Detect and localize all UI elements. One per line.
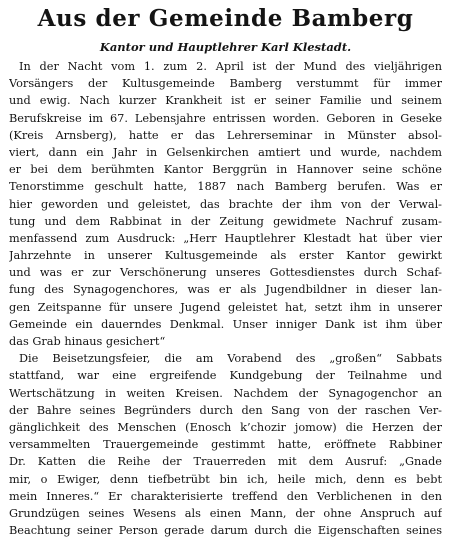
text-line: fung des Synagogenchores, was er als Jugendbildner in dieser lan- [9, 283, 442, 297]
text-line: hier geworden und geleistet, das brachte der ihm von der Verwal- [9, 197, 442, 211]
article-title: Aus der Gemeinde Bamberg [37, 5, 414, 32]
text-line: und ewig. Nach kurzer Krankheit ist er seiner Familie und seinem [9, 94, 442, 108]
text-line: Vorsängers der Kultusgemeinde Bamberg verstummt für immer [9, 77, 442, 91]
text-line: gänglichkeit des Menschen (Enosch k’chozir jomow) die Herzen der [9, 420, 442, 434]
text-line: Jahrzehnte in unserer Kultusgemeinde als erster Kantor gewirkt [9, 249, 442, 263]
text-line: und was er zur Verschönerung unseres Gottesdienstes durch Schaf- [9, 266, 442, 280]
paragraph-1 [9, 58, 442, 350]
paragraph-2 [9, 350, 442, 539]
text-line: Beachtung seiner Person gerade darum durch die Eigenschaften seines [9, 524, 442, 538]
text-line: Dr. Katten die Reihe der Trauerreden mit dem Ausruf: „Gnade [9, 455, 442, 469]
text-line: gen Zeitspanne für unsere Jugend geleistet hat, setzt ihm in unserer [9, 300, 442, 314]
text-line: (Kreis Arnsberg), hatte er das Lehrerseminar in Münster absol- [9, 128, 442, 142]
text-line: In der Nacht vom 1. zum 2. April ist der Mund des vieljährigen [19, 60, 442, 73]
text-line: Die Beisetzungsfeier, die am Vorabend des „großen“ Sabbats [19, 352, 442, 366]
text-line: tung und dem Rabbinat in der Zeitung gewidmete Nachruf zusam- [9, 214, 442, 228]
text-line: Gemeinde ein dauerndes Denkmal. Unser inniger Dank ist ihm über [9, 317, 442, 331]
text-line: menfassend zum Ausdruck: „Herr Hauptlehrer Klestadt hat über vier [9, 231, 442, 245]
article-subtitle: Kantor und Hauptlehrer Karl Klestadt. [99, 40, 352, 54]
text-line: der Bahre seines Begründers durch den Sang von der raschen Ver- [9, 403, 442, 417]
text-line: mir, o Ewiger, denn tiefbetrübt bin ich, heile mich, denn es bebt [9, 472, 442, 486]
text-line: mein Inneres.“ Er charakterisierte treffend den Verblichenen in den [9, 489, 442, 503]
text-line: Wertschätzung in weiten Kreisen. Nachdem der Synagogenchor an [9, 386, 442, 400]
text-line: Tenorstimme geschult hatte, 1887 nach Bamberg berufen. Was er [9, 180, 442, 194]
text-line: er bei dem berühmten Kantor Berggrün in Hannover seine schöne [9, 163, 442, 177]
text-line: Grundzügen seines Wesens als einen Mann, der ohne Anspruch auf [9, 506, 442, 520]
text-line: versammelten Trauergemeinde gestimmt hatte, eröffnete Rabbiner [9, 438, 442, 452]
text-line: das Grab hinaus gesichert“ [9, 335, 166, 348]
text-line: viert, dann ein Jahr in Gelsenkirchen amtiert und wurde, nachdem [9, 145, 442, 159]
text-line: stattfand, war eine ergreifende Kundgebung der Teilnahme und [9, 369, 442, 383]
text-line: Berufskreise im 67. Lebensjahre entrissen worden. Geboren in Geseke [9, 111, 442, 125]
